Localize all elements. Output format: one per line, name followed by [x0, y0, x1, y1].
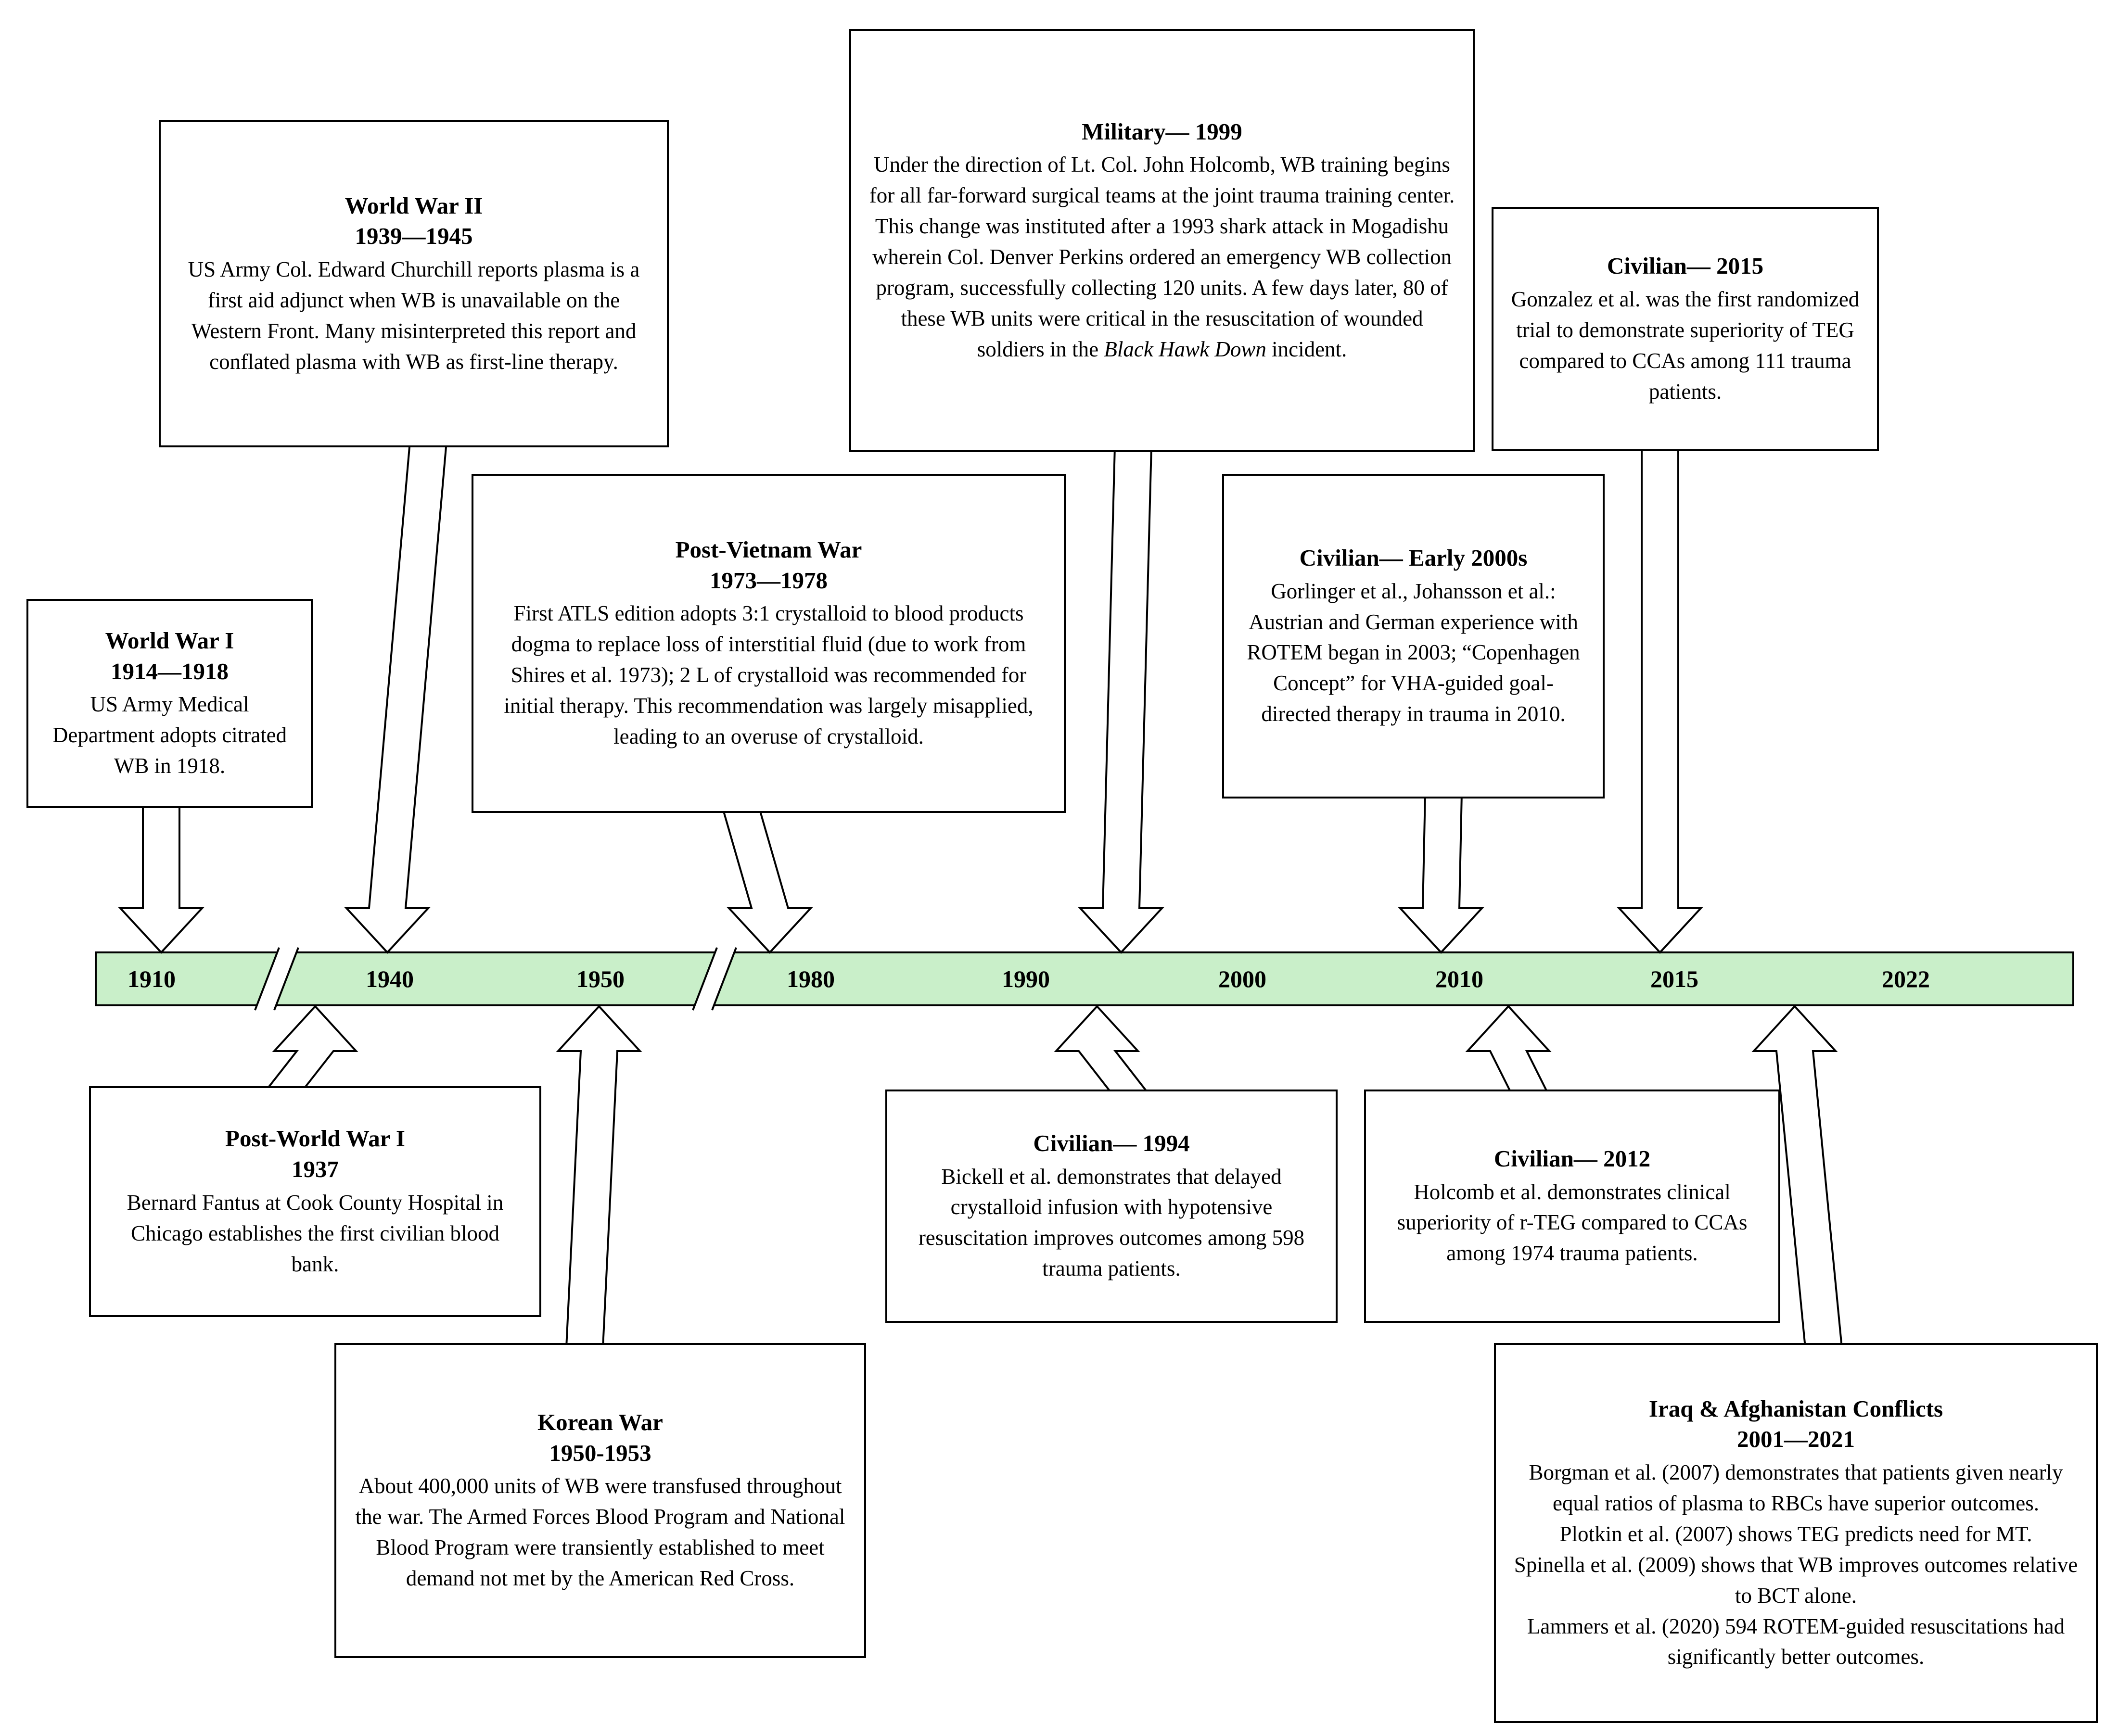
event-box-korean-war	[334, 1343, 866, 1658]
description-italic-text: Black Hawk Down	[1104, 337, 1266, 361]
event-title: Civilian— Early 2000s	[1299, 544, 1528, 571]
event-description: First ATLS edition adopts 3:1 crystalloid to blood products dogma to replace loss of interstitial fluid (due to work from Shires et al. 1973); 2 L of crystalloid was recommended for initial therapy. This recommendation was largely misapplied, leading to an overuse of crystalloid.	[504, 601, 1034, 749]
event-box-post-world-war-1	[89, 1086, 541, 1317]
event-description: Bernard Fantus at Cook County Hospital in Chicago establishes the first civilian blood bank.	[127, 1190, 504, 1276]
event-box-world-war-2	[159, 120, 669, 447]
event-years: 1939—1945	[355, 223, 473, 250]
event-box-world-war-1	[26, 599, 313, 808]
event-years: 1973—1978	[710, 567, 828, 594]
event-description	[866, 150, 1458, 365]
event-box-military-1999	[849, 29, 1475, 452]
description-paragraph: Spinella et al. (2009) shows that WB improves outcomes relative to BCT alone.	[1514, 1552, 2078, 1608]
year-label-1940: 1940	[366, 965, 414, 992]
event-title: Post-Vietnam War	[675, 536, 862, 563]
description-paragraph: Plotkin et al. (2007) shows TEG predicts need for MT.	[1559, 1521, 2032, 1546]
event-box-iraq-afghanistan	[1494, 1343, 2098, 1723]
event-description: Gonzalez et al. was the first randomized trial to demonstrate superiority of TEG compared to CCAs among 111 trauma patients.	[1511, 287, 1860, 404]
description-text: Under the direction of Lt. Col. John Holcomb, WB training begins for all far-forward surgical teams at the joint trauma training center. This change was instituted after a 1993 shark attack in Mogadishu wherein Col. Denver Perkins ordered an emergency WB collection program, successfully collecting 120 units. A few days later, 80 of these WB units were critical in the resuscitation of wounded soldiers in the	[869, 152, 1455, 361]
event-description: US Army Medical Department adopts citrated WB in 1918.	[52, 692, 287, 778]
event-description: Holcomb et al. demonstrates clinical superiority of r-TEG compared to CCAs among 1974 trauma patients.	[1397, 1179, 1748, 1266]
year-label-2015: 2015	[1650, 965, 1698, 992]
event-title: Civilian— 2012	[1493, 1145, 1651, 1172]
event-box-civilian-2012	[1364, 1090, 1780, 1323]
event-title: World War I	[105, 627, 234, 654]
year-label-1990: 1990	[1002, 965, 1050, 992]
arrow-civ-early2000s-down	[1400, 793, 1482, 952]
event-box-civilian-1994	[885, 1090, 1338, 1323]
arrow-civ1994-up	[1056, 1006, 1149, 1094]
arrow-postwwi-up	[266, 1006, 356, 1091]
event-title: Civilian— 1994	[1033, 1129, 1190, 1156]
event-description: About 400,000 units of WB were transfused throughout the war. The Armed Forces Blood Program and National Blood Program were transiently established to meet demand not met by the American Red Cross.	[355, 1474, 845, 1591]
description-paragraph: Borgman et al. (2007) demonstrates that patients given nearly equal ratios of plasma to RBCs have superior outcomes.	[1529, 1460, 2063, 1515]
event-title: Iraq & Afghanistan Conflicts	[1648, 1395, 1943, 1422]
description-text: incident.	[1266, 337, 1347, 361]
description-paragraph: Lammers et al. (2020) 594 ROTEM-guided resuscitations had significantly better outcomes.	[1527, 1614, 2065, 1669]
event-title: Korean War	[537, 1409, 663, 1436]
arrow-civ2015-down	[1619, 446, 1701, 952]
event-title: Military— 1999	[1082, 118, 1242, 145]
event-box-post-vietnam-war	[472, 474, 1066, 813]
year-label-2022: 2022	[1882, 965, 1930, 992]
arrow-wwii-down	[346, 442, 447, 952]
arrow-postvietnam-down	[723, 808, 811, 952]
event-box-civilian-early-2000s	[1222, 474, 1605, 798]
arrow-korean-up	[558, 1006, 640, 1348]
event-description	[1510, 1457, 2081, 1673]
event-years: 1937	[292, 1156, 339, 1183]
event-years: 1950-1953	[549, 1439, 651, 1466]
year-label-1980: 1980	[787, 965, 835, 992]
year-label-2000: 2000	[1218, 965, 1266, 992]
arrow-wwi-down	[120, 802, 202, 952]
event-box-civilian-2015	[1492, 207, 1879, 451]
arrow-civ2012-up	[1468, 1006, 1549, 1094]
event-description: Gorlinger et al., Johansson et al.: Austrian and German experience with ROTEM began in 2003; “Copenhagen Concept” for VHA-guided goal-directed therapy in trauma in 2010.	[1247, 579, 1580, 726]
year-label-1950: 1950	[576, 965, 625, 992]
year-label-1910: 1910	[128, 965, 176, 992]
event-title: Civilian— 2015	[1607, 253, 1764, 279]
event-title: World War II	[345, 192, 483, 219]
event-description: Bickell et al. demonstrates that delayed crystalloid infusion with hypotensive resuscitation improves outcomes among 598 trauma patients.	[918, 1164, 1305, 1281]
year-label-2010: 2010	[1435, 965, 1483, 992]
event-years: 1914—1918	[111, 658, 229, 684]
event-years: 2001—2021	[1737, 1426, 1855, 1453]
arrow-military-down	[1080, 446, 1162, 952]
event-description: US Army Col. Edward Churchill reports plasma is a first aid adjunct when WB is unavailable on the Western Front. Many misinterpreted this report and conflated plasma with WB as first-line therapy.	[188, 257, 640, 374]
event-title: Post-World War I	[225, 1125, 405, 1152]
